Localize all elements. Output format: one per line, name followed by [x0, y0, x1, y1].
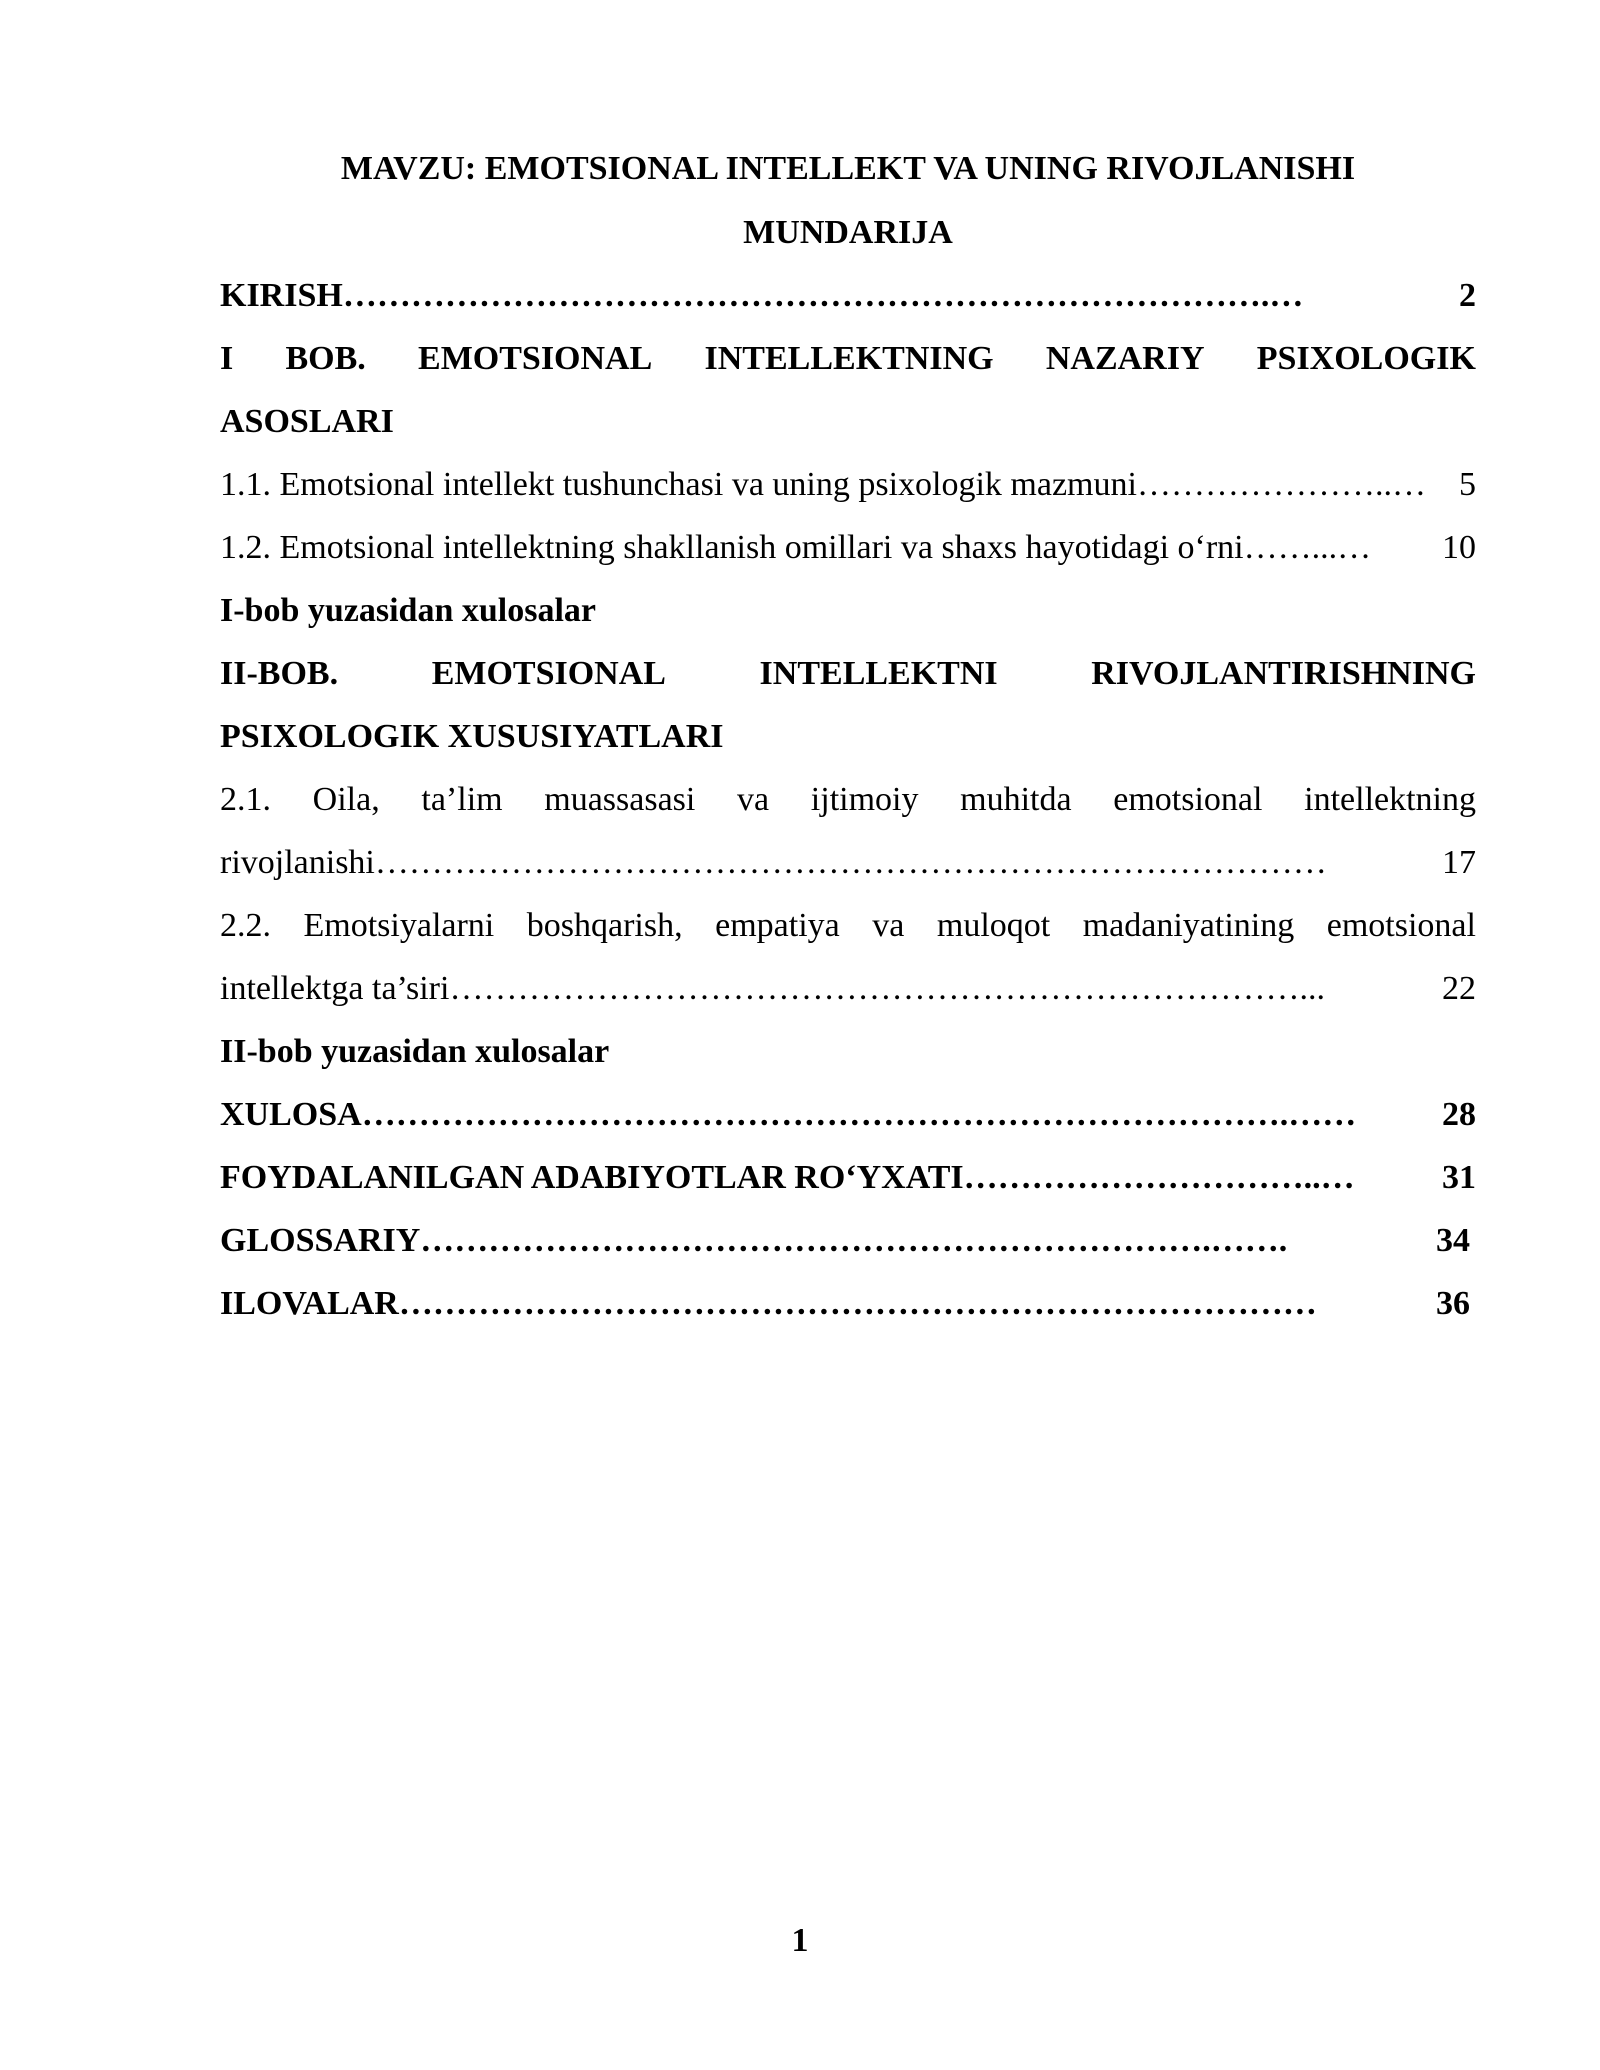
toc-entry-label: XULOSA — [220, 1096, 362, 1133]
entry-word: va — [872, 907, 905, 944]
toc-entry-glossary — [220, 1220, 1470, 1262]
heading-word: INTELLEKTNING — [704, 340, 994, 377]
toc-entry-1-2 — [220, 527, 1476, 569]
heading-word: EMOTSIONAL — [418, 340, 653, 377]
entry-word: empatiya — [715, 907, 840, 944]
toc-leader-dots: ……………………………………………………………………….… — [342, 277, 1304, 314]
entry-word: Emotsiyalarni — [303, 907, 495, 944]
entry-word: emotsional — [1113, 781, 1263, 818]
toc-heading: MUNDARIJA — [743, 214, 953, 251]
toc-entry-appendices — [220, 1283, 1470, 1325]
toc-entry-references — [220, 1157, 1476, 1199]
toc-page-number: 36 — [1436, 1285, 1470, 1322]
toc-entry-2-2-line1 — [220, 905, 1476, 947]
toc-entry-label: ILOVALAR — [220, 1285, 399, 1322]
toc-page-number: 31 — [1442, 1159, 1476, 1196]
toc-entry-label: 1.2. Emotsional intellektning shakllanish omillari va shaxs hayotidagi o‘rni — [220, 529, 1244, 566]
heading-word: II-BOB. — [220, 655, 339, 692]
heading-word: NAZARIY — [1045, 340, 1205, 377]
toc-entry-label: rivojlanishi — [220, 844, 375, 881]
entry-word: muloqot — [936, 907, 1051, 944]
entry-word: madaniyatining — [1082, 907, 1295, 944]
toc-entry-2-2-line2 — [220, 968, 1476, 1010]
toc-entry-label: GLOSSARIY — [220, 1222, 421, 1259]
heading-word: BOB. — [285, 340, 366, 377]
entry-word: ta’lim — [421, 781, 503, 818]
toc-leader-dots: …………………..… — [1136, 466, 1426, 503]
toc-leader-dots: …………………………..… — [963, 1159, 1355, 1196]
entry-word: va — [737, 781, 770, 818]
toc-chapter-1-heading — [220, 338, 1476, 380]
toc-leader-dots: ……...… — [1243, 529, 1372, 566]
toc-entry-label: intellektga ta’siri — [220, 970, 450, 1007]
toc-entry-xulosa — [220, 1094, 1476, 1136]
toc-leader-dots: …………………………………………………………………... — [449, 970, 1325, 1007]
heading-word: RIVOJLANTIRISHNING — [1091, 655, 1476, 692]
toc-page-number: 22 — [1442, 970, 1476, 1007]
toc-entry-label: 1.1. Emotsional intellekt tushunchasi va uning psixologik mazmuni — [220, 466, 1137, 503]
entry-word: intellektning — [1304, 781, 1476, 818]
toc-entry-1-1 — [220, 464, 1476, 506]
toc-leader-dots: ……………………………………………………………………….…… — [361, 1096, 1357, 1133]
toc-chapter-1-conclusion: I-bob yuzasidan xulosalar — [220, 592, 596, 629]
entry-word: boshqarish, — [526, 907, 683, 944]
toc-page-number: 34 — [1436, 1222, 1470, 1259]
toc-chapter-1-heading-cont: ASOSLARI — [220, 403, 394, 440]
page-number: 1 — [791, 1922, 809, 1959]
toc-entry-2-1-line2 — [220, 842, 1476, 884]
toc-leader-dots: ………………………………………………………………………… — [374, 844, 1327, 881]
entry-word: 2.2. — [220, 907, 271, 944]
entry-word: Oila, — [312, 781, 380, 818]
toc-page-number: 10 — [1442, 529, 1476, 566]
toc-page-number: 2 — [1459, 277, 1476, 314]
toc-leader-dots: …………………………………………………………….……. — [420, 1222, 1288, 1259]
heading-word: EMOTSIONAL — [431, 655, 666, 692]
toc-leader-dots: ……………………………………………………………………… — [398, 1285, 1317, 1322]
entry-word: muassasasi — [544, 781, 696, 818]
heading-word: I — [220, 340, 234, 377]
entry-word: emotsional — [1326, 907, 1476, 944]
document-title: MAVZU: EMOTSIONAL INTELLEKT VA UNING RIVOJLANISHI — [340, 150, 1356, 187]
entry-word: 2.1. — [220, 781, 271, 818]
toc-entry-label: KIRISH — [220, 277, 343, 314]
toc-page-number: 5 — [1459, 466, 1476, 503]
entry-word: ijtimoiy — [810, 781, 919, 818]
toc-entry-2-1-line1 — [220, 779, 1476, 821]
toc-chapter-2-heading — [220, 653, 1476, 695]
toc-chapter-2-heading-cont: PSIXOLOGIK XUSUSIYATLARI — [220, 718, 724, 755]
toc-entry-label: FOYDALANILGAN ADABIYOTLAR RO‘YXATI — [220, 1159, 964, 1196]
heading-word: INTELLEKTNI — [759, 655, 998, 692]
toc-chapter-2-conclusion: II-bob yuzasidan xulosalar — [220, 1033, 610, 1070]
entry-word: muhitda — [960, 781, 1072, 818]
toc-page-number: 17 — [1442, 844, 1476, 881]
heading-word: PSIXOLOGIK — [1256, 340, 1476, 377]
toc-page-number: 28 — [1442, 1096, 1476, 1133]
toc-entry-kirish — [220, 275, 1476, 317]
